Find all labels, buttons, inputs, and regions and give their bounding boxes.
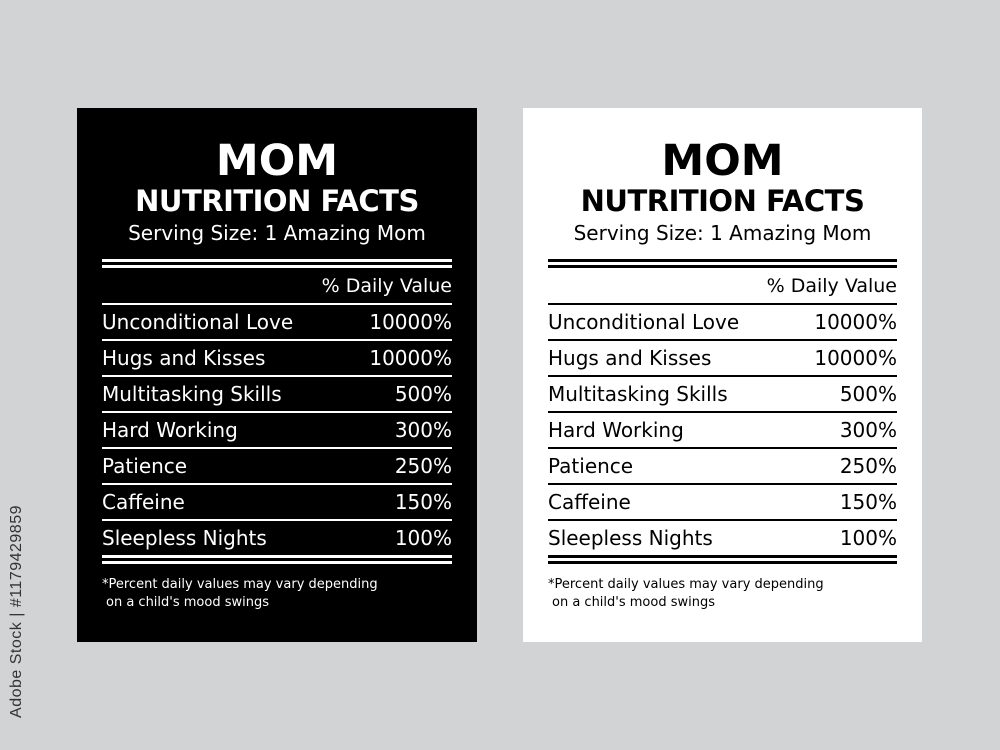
nutrient-row (102, 449, 452, 483)
nutrient-label: Unconditional Love (548, 310, 740, 334)
nutrient-value: 150% (839, 490, 897, 514)
footnote-line: *Percent daily values may vary depending (548, 577, 824, 592)
footnote-line: on a child's mood swings (552, 595, 716, 610)
nutrient-row (548, 521, 897, 555)
nutrient-label: Multitasking Skills (548, 382, 728, 406)
nutrient-row (102, 341, 452, 375)
footnote-line: on a child's mood swings (106, 595, 270, 610)
nutrient-label: Hard Working (548, 418, 684, 442)
nutrient-label: Multitasking Skills (102, 382, 282, 406)
nutrient-row (102, 377, 452, 411)
nutrient-label: Hard Working (102, 418, 238, 442)
nutrient-value: 500% (839, 382, 897, 406)
nutrition-label-dark (77, 108, 477, 642)
daily-value-header: % Daily Value (321, 275, 452, 297)
label-subtitle: NUTRITION FACTS (135, 184, 419, 218)
daily-value-header: % Daily Value (766, 275, 897, 297)
footnote (548, 576, 897, 612)
nutrient-value: 10000% (814, 310, 897, 334)
nutrient-value: 500% (394, 382, 452, 406)
footnote-line: *Percent daily values may vary depending (102, 577, 378, 592)
nutrient-row (548, 413, 897, 447)
nutrient-row (548, 305, 897, 339)
nutrient-value: 100% (839, 526, 897, 550)
nutrient-value: 100% (394, 526, 452, 550)
nutrient-row (102, 485, 452, 519)
nutrient-value: 250% (394, 454, 452, 478)
bottom-double-rule (548, 555, 897, 564)
nutrient-value: 250% (839, 454, 897, 478)
nutrient-label: Patience (548, 454, 634, 478)
nutrition-label-light (523, 108, 922, 642)
nutrient-label: Caffeine (102, 490, 185, 514)
nutrient-row (102, 413, 452, 447)
nutrient-label: Unconditional Love (102, 310, 294, 334)
footnote (102, 576, 452, 612)
nutrient-row (548, 377, 897, 411)
nutrient-value: 150% (394, 490, 452, 514)
label-title: MOM (215, 136, 339, 186)
stock-id-watermark: Adobe Stock | #1179429859 (8, 505, 25, 718)
nutrient-row (102, 305, 452, 339)
nutrient-label: Hugs and Kisses (548, 346, 712, 370)
serving-size: Serving Size: 1 Amazing Mom (128, 221, 426, 245)
nutrient-value: 300% (394, 418, 452, 442)
nutrient-label: Sleepless Nights (548, 526, 713, 550)
nutrient-row (548, 485, 897, 519)
bottom-double-rule (102, 555, 452, 564)
nutrient-value: 10000% (814, 346, 897, 370)
nutrient-row (548, 449, 897, 483)
serving-size: Serving Size: 1 Amazing Mom (573, 221, 872, 245)
nutrient-label: Patience (102, 454, 188, 478)
top-double-rule (102, 259, 452, 268)
nutrient-value: 300% (839, 418, 897, 442)
nutrient-label: Caffeine (548, 490, 631, 514)
nutrient-row (548, 341, 897, 375)
nutrient-label: Sleepless Nights (102, 526, 267, 550)
top-double-rule (548, 259, 897, 268)
nutrient-value: 10000% (369, 310, 452, 334)
nutrient-label: Hugs and Kisses (102, 346, 266, 370)
label-subtitle: NUTRITION FACTS (580, 184, 865, 218)
nutrient-row (102, 521, 452, 555)
nutrient-value: 10000% (369, 346, 452, 370)
label-title: MOM (661, 136, 784, 186)
